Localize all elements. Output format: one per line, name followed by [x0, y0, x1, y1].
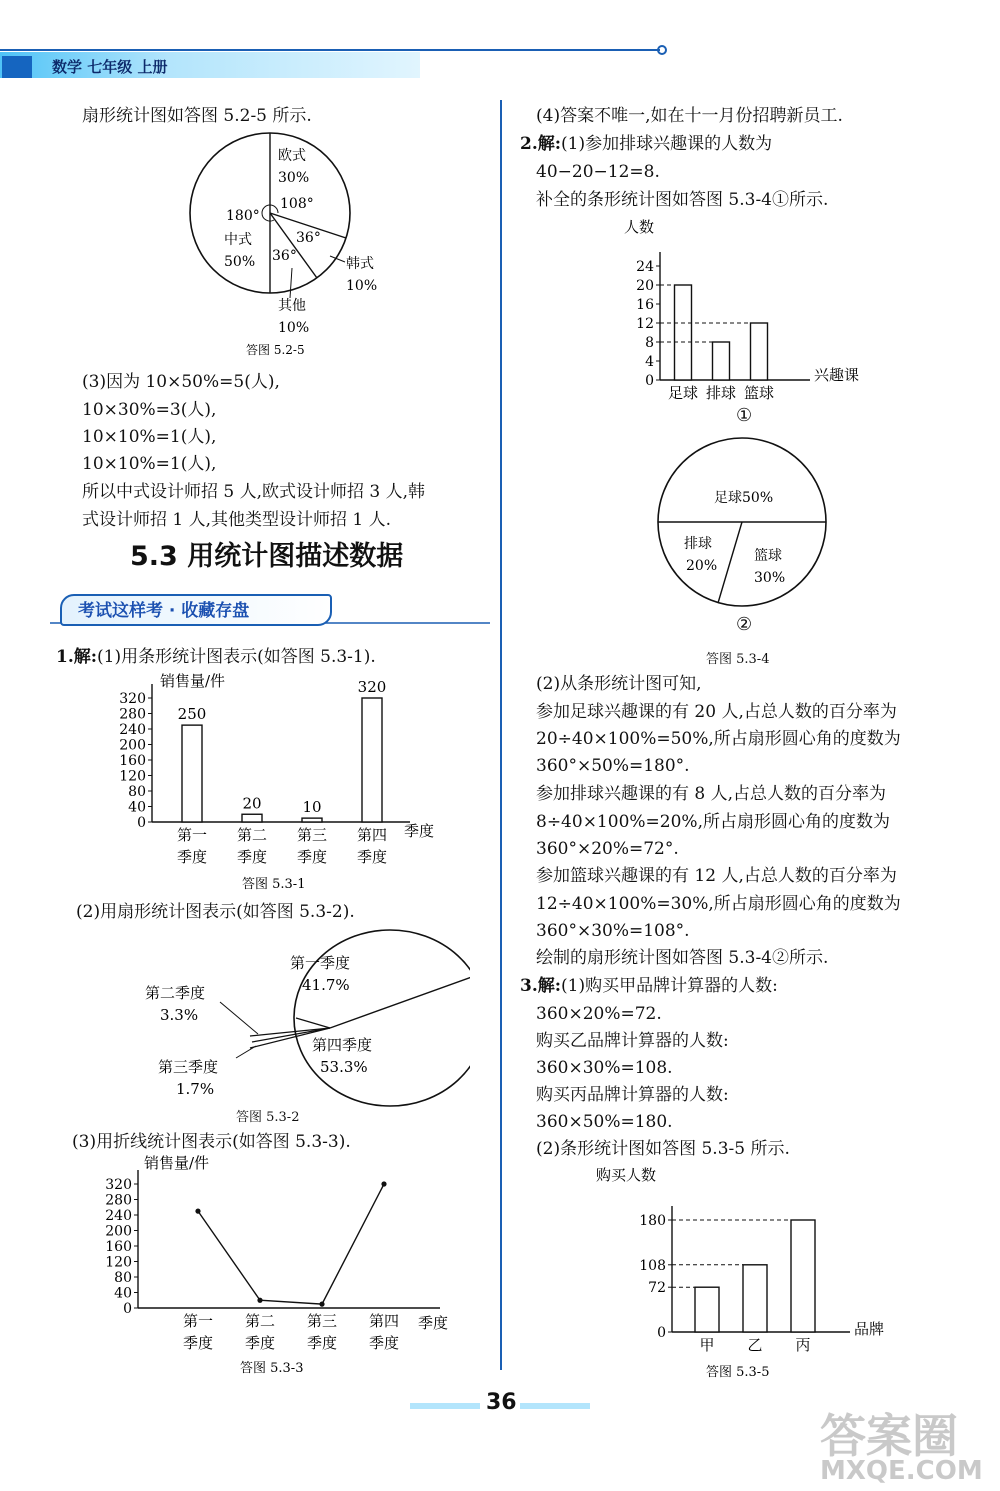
watermark-logo: 答案圈: [820, 1409, 958, 1463]
q2-part2-4: 参加排球兴趣课的有 8 人,占总人数的百分率为: [536, 784, 887, 804]
pie-intro: 扇形统计图如答图 5.2-5 所示.: [82, 106, 312, 126]
pie-chart-5-2-5: [150, 128, 410, 368]
fig533-xtick-label: 第二: [244, 1312, 276, 1330]
calc-line-1: (3)因为 10×50%=5(人),: [82, 372, 280, 392]
answer-4: (4)答案不唯一,如在十一月份招聘新员工.: [536, 106, 843, 126]
q2-part2-5: 8÷40×100%=20%,所占扇形圆心角的度数为: [536, 812, 890, 832]
fig533-ytick-label: 200: [105, 1223, 132, 1240]
q2-part2-8: 12÷40×100%=30%,所占扇形圆心角的度数为: [536, 894, 901, 914]
pie525-chinese-label: 中式: [224, 232, 252, 248]
pie525-other-label: 其他: [278, 298, 306, 314]
pie532-caption: 答图 5.3-2: [236, 1110, 300, 1125]
pie532-q4-label: 第四季度: [312, 1036, 373, 1054]
q2-part2-6: 360°×20%=72°.: [536, 839, 679, 859]
fig535-xtick-label: 乙: [747, 1336, 763, 1354]
fig534-bar: [751, 323, 768, 380]
fig531-bar: [242, 814, 262, 822]
q2-part2-2: 20÷40×100%=50%,所占扇形圆心角的度数为: [536, 729, 901, 749]
pie532-q3-label: 第三季度: [158, 1058, 219, 1076]
fig531-ytick-label: 40: [128, 799, 146, 816]
fig531-ytick-label: 80: [128, 784, 146, 800]
fig535-bar: [695, 1287, 719, 1332]
fig533-xtick-label: 第三: [306, 1312, 338, 1330]
fig533-xtick-label-2: 季度: [306, 1334, 338, 1352]
calc-line-2: 10×30%=3(人),: [82, 400, 217, 420]
q3-intro: [520, 974, 778, 998]
q3-line-2: 360×30%=108.: [536, 1058, 673, 1078]
exam-banner-text: 考试这样考 · 收藏存盘: [78, 601, 250, 621]
fig531-bar-value: 10: [302, 798, 322, 817]
q1-intro-text: (1)用条形统计图表示(如答图 5.3-1).: [97, 647, 376, 667]
fig534-marker-1: ①: [736, 405, 753, 426]
line-chart-5-3-3: [100, 1152, 470, 1382]
bar-chart-5-3-4: [610, 212, 880, 412]
q3-number: 3.解:: [520, 976, 562, 996]
q2-intro: [520, 132, 772, 156]
pie532-q4-pct: 53.3%: [320, 1058, 368, 1076]
pie525-chinese-angle: 180°: [226, 208, 260, 224]
pie-chart-5-3-2: [140, 926, 470, 1126]
fig534-xtick-label: 排球: [705, 384, 737, 402]
fig533-ytick-label: 160: [105, 1239, 132, 1255]
fig535-ylabel: 购买人数: [596, 1166, 657, 1184]
fig534-ytick-label: 4: [645, 354, 654, 370]
fig534-ylabel: 人数: [624, 218, 655, 236]
fig533-ytick-label: 240: [105, 1208, 132, 1224]
q2-part2-10: 绘制的扇形统计图如答图 5.3-4②所示.: [536, 948, 829, 968]
q1-part3: (3)用折线统计图表示(如答图 5.3-3).: [72, 1132, 351, 1152]
pie532-q2-pct: 3.3%: [160, 1006, 199, 1024]
pie532-q1-label: 第一季度: [290, 954, 351, 972]
fig534-ytick-label: 12: [636, 316, 654, 332]
q2-number: 2.解:: [520, 134, 562, 154]
fig531-ytick-label: 320: [119, 691, 146, 707]
pie525-other-pct: 10%: [278, 320, 310, 336]
q3-line-3: 购买丙品牌计算器的人数:: [536, 1085, 729, 1105]
fig534-ytick-label: 16: [636, 297, 654, 313]
fig531-bar: [182, 725, 202, 822]
fig531-ytick-label: 280: [119, 706, 146, 723]
q2-part2-9: 360°×30%=108°.: [536, 921, 690, 941]
calc-line-4: 10×10%=1(人),: [82, 454, 217, 474]
fig531-xtick-label-2: 季度: [176, 848, 208, 866]
fig534-ytick-label: 20: [636, 278, 654, 294]
fig533-xtick-label-2: 季度: [244, 1334, 276, 1352]
q3-line-1: 购买乙品牌计算器的人数:: [536, 1031, 729, 1051]
fig531-ytick-label: 120: [119, 768, 146, 785]
calc-line-5: 所以中式设计师招 5 人,欧式设计师招 3 人,韩: [82, 482, 426, 502]
pie534-basket-pct: 30%: [754, 570, 786, 586]
q2-part2-0: (2)从条形统计图可知,: [536, 674, 702, 694]
section-title: 5.3 用统计图描述数据: [130, 541, 404, 572]
pie534-volley-pct: 20%: [686, 558, 718, 574]
pie525-korean-label: 韩式: [346, 256, 374, 272]
fig534-bar: [713, 342, 730, 380]
fig531-ytick-label: 160: [119, 753, 146, 769]
fig531-bar: [302, 818, 322, 822]
pie534-caption: 答图 5.3-4: [706, 652, 770, 667]
book-title: 数学 七年级 上册: [52, 58, 168, 76]
fig535-ytick-label: 0: [657, 1325, 666, 1341]
fig531-bar-value: 20: [242, 794, 262, 813]
q1-number: 1.解:: [56, 647, 98, 667]
fig533-ytick-label: 320: [105, 1177, 132, 1193]
pie534-basket-label: 篮球: [754, 548, 782, 564]
watermark-url: MXQE.COM: [820, 1456, 983, 1486]
fig531-xtick-label: 第四: [356, 826, 388, 844]
pie534-football: 足球50%: [714, 490, 774, 506]
pie525-europe-angle: 108°: [280, 196, 314, 212]
fig535-xtick-label: 丙: [795, 1336, 811, 1354]
pie525-korean-pct: 10%: [346, 278, 378, 294]
fig531-xtick-label-2: 季度: [296, 848, 328, 866]
pie525-chinese-pct: 50%: [224, 254, 256, 270]
fig533-point: [195, 1209, 200, 1214]
fig531-ytick-label: 240: [119, 722, 146, 738]
pie525-caption: 答图 5.2-5: [246, 343, 305, 357]
fig531-xtick-label: 第三: [296, 826, 328, 844]
fig535-bar: [791, 1220, 815, 1332]
fig533-ytick-label: 280: [105, 1192, 132, 1209]
fig531-xtick-label: 第一: [176, 826, 208, 844]
fig534-bar: [675, 285, 692, 380]
fig533-ylabel: 销售量/件: [144, 1154, 210, 1172]
fig533-ytick-label: 0: [123, 1301, 132, 1317]
fig531-ylabel: 销售量/件: [160, 672, 226, 690]
q2-intro-text: (1)参加排球兴趣课的人数为: [561, 134, 773, 154]
fig533-xtick-label: 第四: [368, 1312, 400, 1330]
fig535-xlabel: 品牌: [854, 1320, 885, 1338]
q3-line-0: 360×20%=72.: [536, 1004, 662, 1024]
fig533-caption: 答图 5.3-3: [240, 1361, 304, 1376]
fig531-xtick-label: 第二: [236, 826, 268, 844]
pie534-volley-label: 排球: [684, 536, 712, 552]
fig535-caption: 答图 5.3-5: [706, 1365, 770, 1380]
pie525-europe-pct: 30%: [278, 170, 310, 186]
fig533-ytick-label: 40: [114, 1285, 132, 1302]
fig533-point: [381, 1181, 386, 1186]
q3-line-4: 360×50%=180.: [536, 1112, 673, 1132]
page-number: 36: [486, 1390, 517, 1415]
fig533-ytick-label: 80: [114, 1270, 132, 1286]
fig533-point: [257, 1298, 262, 1303]
fig533-xtick-label-2: 季度: [368, 1334, 400, 1352]
fig531-ytick-label: 0: [137, 815, 146, 831]
fig534-marker-2: ②: [736, 614, 753, 635]
fig534-xtick-label: 篮球: [743, 384, 775, 402]
fig533-xtick-label-2: 季度: [182, 1334, 214, 1352]
q2-part2-7: 参加篮球兴趣课的有 12 人,占总人数的百分率为: [536, 866, 897, 886]
fig531-caption: 答图 5.3-1: [242, 877, 306, 892]
fig534-ytick-label: 24: [636, 259, 654, 275]
calc-line-3: 10×10%=1(人),: [82, 427, 217, 447]
fig533-ytick-label: 120: [105, 1254, 132, 1271]
fig533-xtick-label: 第一: [182, 1312, 214, 1330]
fig534-xlabel: 兴趣课: [814, 366, 860, 384]
fig535-xtick-label: 甲: [699, 1336, 715, 1354]
pie532-q3-pct: 1.7%: [176, 1080, 215, 1098]
q3-intro-text: (1)购买甲品牌计算器的人数:: [561, 976, 778, 996]
fig533-xlabel: 季度: [418, 1314, 449, 1332]
pie525-korean-angle: 36°: [296, 230, 321, 246]
fig535-bar: [743, 1265, 767, 1332]
fig533-series-line: [198, 1184, 384, 1304]
q2-part2-1: 参加足球兴趣课的有 20 人,占总人数的百分率为: [536, 702, 897, 722]
calc-line-6: 式设计师招 1 人,其他类型设计师招 1 人.: [82, 510, 392, 530]
pie525-europe-label: 欧式: [278, 148, 306, 164]
column-divider: [500, 100, 502, 1370]
fig531-bar-value: 250: [177, 705, 207, 724]
bar-chart-5-3-1: [110, 670, 450, 900]
fig531-bar: [362, 698, 382, 822]
fig534-xtick-label: 足球: [667, 384, 699, 402]
fig535-ytick-label: 108: [639, 1257, 666, 1274]
q2-fill: 补全的条形统计图如答图 5.3-4①所示.: [536, 190, 829, 210]
fig535-ytick-label: 180: [639, 1213, 666, 1229]
fig531-bar-value: 320: [357, 678, 387, 696]
q2-calc: 40−20−12=8.: [536, 162, 660, 182]
fig531-xtick-label-2: 季度: [236, 848, 268, 866]
pie-chart-5-3-4: [650, 436, 840, 616]
fig531-ytick-label: 200: [119, 737, 146, 754]
q1-intro: [56, 645, 376, 669]
q1-part2: (2)用扇形统计图表示(如答图 5.3-2).: [76, 902, 355, 922]
fig534-ytick-label: 0: [645, 373, 654, 389]
pie532-q2-label: 第二季度: [145, 984, 206, 1002]
fig533-point: [319, 1302, 324, 1307]
q3-line-5: (2)条形统计图如答图 5.3-5 所示.: [536, 1139, 790, 1159]
fig531-xlabel: 季度: [404, 822, 435, 840]
fig531-xtick-label-2: 季度: [356, 848, 388, 866]
fig534-ytick-label: 8: [645, 335, 654, 351]
pie532-q1-pct: 41.7%: [302, 976, 350, 994]
fig535-ytick-label: 72: [648, 1280, 666, 1297]
bar-chart-5-3-5: [590, 1160, 910, 1385]
pie525-other-angle: 36°: [272, 248, 297, 264]
q2-part2-3: 360°×50%=180°.: [536, 756, 690, 776]
